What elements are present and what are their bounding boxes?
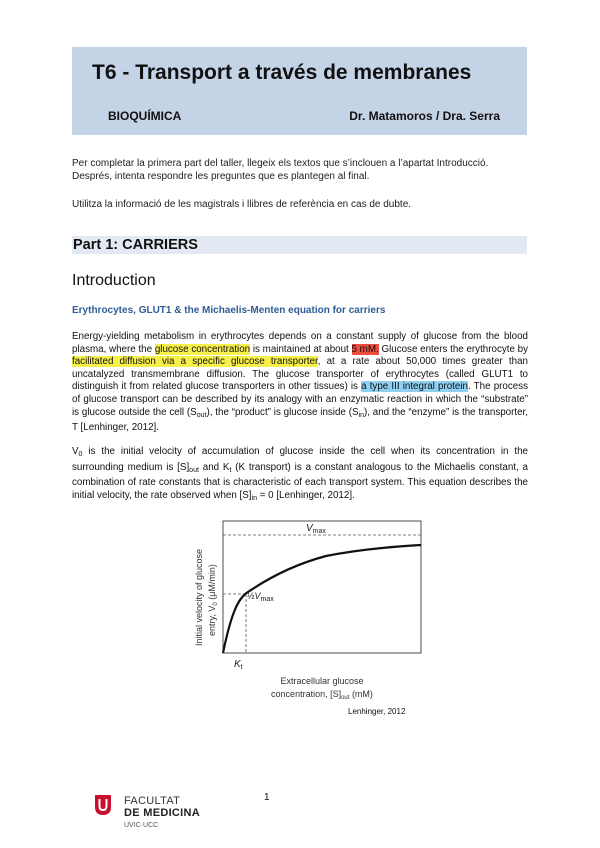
y-axis-label-line-2: entry, $V_0$ (μM/min) (207, 564, 219, 636)
intro-paragraph-2: Utilitza la informació de les magistrals i llibres de referència en cas de dubte. (72, 199, 412, 210)
michaelis-menten-figure (186, 514, 426, 714)
body-paragraph-2: $V_0$ is the initial velocity of accumulation of glucose inside the cell when its concentration in the surrounding medium is $[S]_{out}$ and $K_t$ (K transport) is a constant analogous to the Michaelis constant, a combination of rate constants that is characteristic of each transport system. This equation describes the initial velocity, the rate observed when $[S]_{in} = 0$ [Lenhinger, 2012]. (72, 446, 528, 502)
highlight-type-iii-protein: a type III integral protein (361, 381, 468, 393)
kt-label: $K_t$ (234, 659, 243, 671)
section-title: Introduction (72, 272, 156, 289)
vmax-label: $V_{max}$ (306, 523, 326, 535)
graph-frame (223, 521, 421, 653)
part-heading-bar (72, 236, 527, 254)
header-banner (72, 47, 527, 135)
authors-label: Dr. Matamoros / Dra. Serra (349, 109, 500, 123)
document-title: T6 - Transport a través de membranes (92, 61, 472, 84)
highlight-facilitated-diffusion: facilitated diffusion via a specific glucose transporter (72, 356, 318, 368)
highlight-glucose-concentration: glucose concentration (154, 343, 251, 355)
faculty-name-line-2: DE MEDICINA (124, 807, 201, 819)
faculty-name-line-3: UVIC·UCC (124, 822, 159, 829)
highlight-5mm: 5 mM. (351, 343, 379, 355)
half-vmax-label: $\frac{1}{2}V_{max}$ (247, 591, 274, 603)
page-number: 1 (264, 792, 270, 803)
transport-curve-graph (186, 514, 426, 714)
university-logo-icon (95, 795, 111, 815)
body-paragraph-1: Energy-yielding metabolism in erythrocytes depends on a constant supply of glucose from the blood plasma, where the glucose concentration is maintained at about 5 mM. Glucose enters the erythrocyte by facilitated diffusion via a specific glucose transporter, at a rate about 50,000 times greater than uncatalyzed transmembrane diffusion. The glucose transporter of erythrocytes (called GLUT1 to distinguish it from related glucose transporters in other tissues) is a type III integral protein. The process of glucose transport can be described by its analogy with an enzymatic reaction in which the “substrate” is glucose outside the cell $(S_{out})$, the “product” is glucose inside $(S_{in})$, and the “enzyme” is the transporter, T [Lenhinger, 2012]. (72, 331, 528, 434)
intro-paragraph-1: Per completar la primera part del taller, llegeix els textos que s’inclouen a l’apartat Introducció. Després, intenta respondre les preguntes que es plantegen al final. (72, 158, 489, 182)
y-axis-label-line-1: Initial velocity of glucose (194, 548, 204, 646)
faculty-name-line-1: FACULTAT (124, 795, 181, 807)
section-subtitle: Erythrocytes, GLUT1 & the Michaelis-Menten equation for carriers (72, 305, 386, 316)
figure-source: Lenhinger, 2012 (348, 707, 406, 716)
x-axis-label-line-1: Extracellular glucose (280, 676, 364, 686)
subject-label: BIOQUÍMICA (108, 109, 182, 123)
x-axis-label-line-2: concentration, $[S]_{out}$ (mM) (271, 689, 373, 701)
part-title: Part 1: CARRIERS (73, 237, 198, 253)
